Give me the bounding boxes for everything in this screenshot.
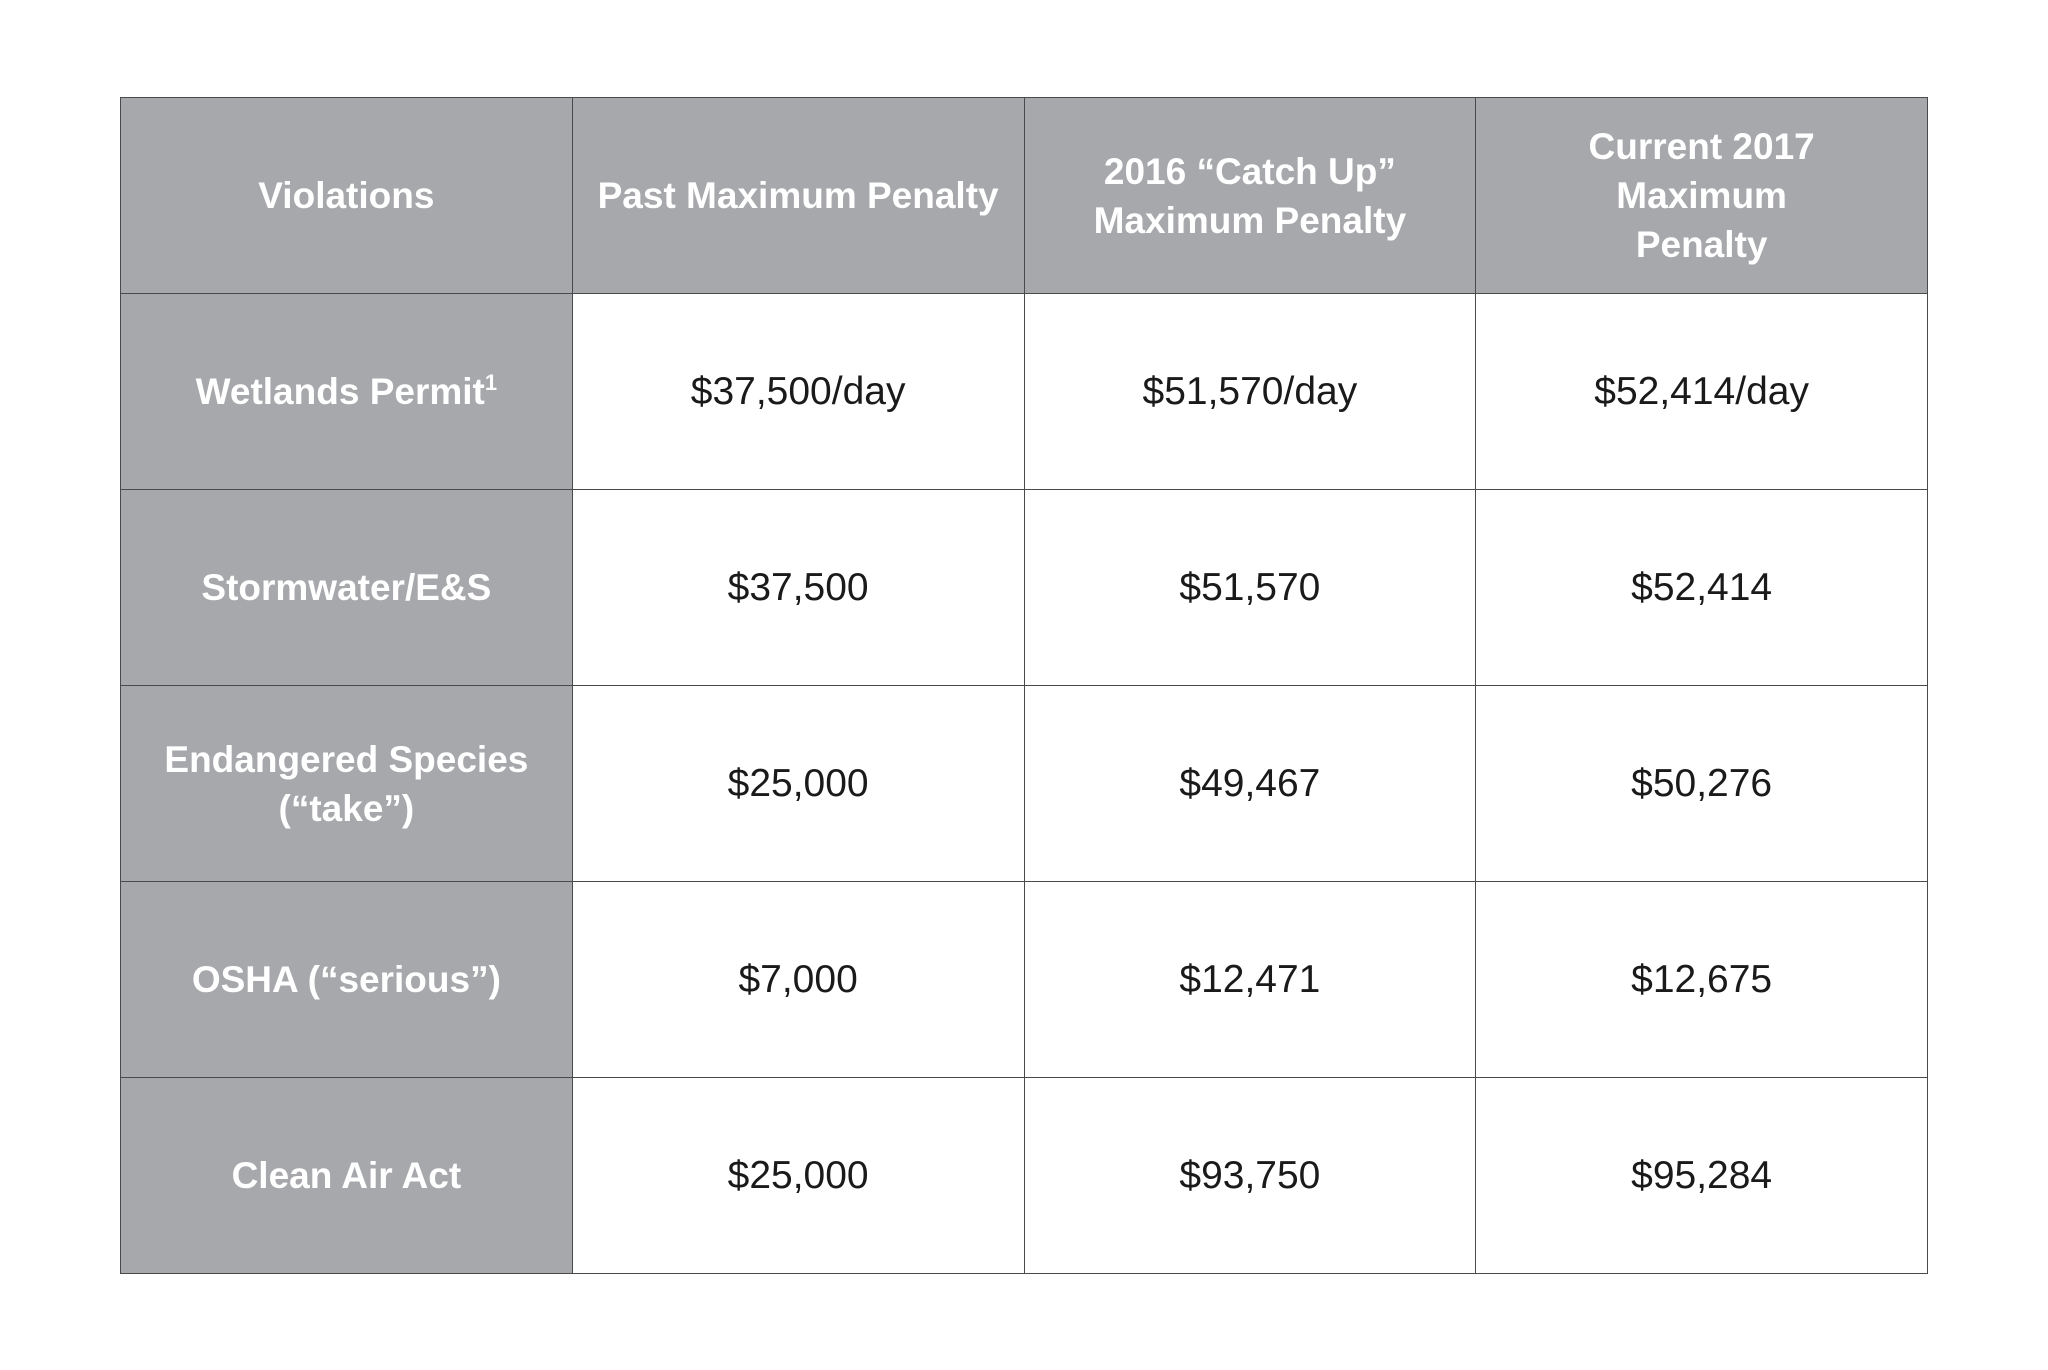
violation-label: OSHA (“serious”) — [191, 959, 501, 1000]
table-row — [121, 294, 1928, 490]
current-2017-penalty-cell: $12,675 — [1476, 882, 1928, 1078]
column-header-violations — [121, 98, 573, 294]
past-penalty-cell: $37,500/day — [572, 294, 1024, 490]
catch-up-2016-penalty-cell: $93,750 — [1024, 1078, 1476, 1274]
catch-up-2016-penalty-cell: $12,471 — [1024, 882, 1476, 1078]
violation-label: Clean Air Act — [231, 1155, 462, 1196]
past-penalty-cell: $25,000 — [572, 686, 1024, 882]
current-2017-penalty-cell: $50,276 — [1476, 686, 1928, 882]
current-2017-penalty-cell: $52,414 — [1476, 490, 1928, 686]
column-header-current-2017-maximum-penalty — [1476, 98, 1928, 294]
column-header-past-maximum-penalty — [572, 98, 1024, 294]
column-header-line: 2016 “Catch Up” — [1103, 150, 1396, 192]
violation-cell-endangered-species — [121, 686, 573, 882]
violation-cell-clean-air-act — [121, 1078, 573, 1274]
catch-up-2016-penalty-cell: $49,467 — [1024, 686, 1476, 882]
violation-label: Wetlands Permit — [195, 371, 485, 412]
violation-label: Stormwater/E&S — [201, 567, 492, 608]
table-header — [121, 98, 1928, 294]
past-penalty-cell: $25,000 — [572, 1078, 1024, 1274]
column-header-line: Maximum Penalty — [1093, 199, 1407, 241]
violation-label: (“take”) — [278, 787, 415, 829]
current-2017-penalty-cell: $52,414/day — [1476, 294, 1928, 490]
column-header-line: Current 2017 — [1588, 126, 1815, 167]
catch-up-2016-penalty-cell: $51,570/day — [1024, 294, 1476, 490]
violation-label: Endangered Species — [164, 738, 529, 780]
column-header-2016-catch-up-maximum-penalty — [1024, 98, 1476, 294]
footnote-marker: 1 — [484, 370, 498, 395]
table-body — [121, 294, 1928, 1274]
table-row — [121, 686, 1928, 882]
column-header-line: Violations — [258, 175, 435, 216]
past-penalty-cell: $7,000 — [572, 882, 1024, 1078]
table-row — [121, 490, 1928, 686]
current-2017-penalty-cell: $95,284 — [1476, 1078, 1928, 1274]
table-row — [121, 1078, 1928, 1274]
column-header-line: Past Maximum Penalty — [597, 175, 999, 216]
violation-cell-stormwater — [121, 490, 573, 686]
column-header-line: Maximum — [1616, 175, 1787, 216]
table-row — [121, 882, 1928, 1078]
header-row — [121, 98, 1928, 294]
violation-cell-wetlands-permit — [121, 294, 573, 490]
penalty-comparison-table — [120, 97, 1928, 1274]
past-penalty-cell: $37,500 — [572, 490, 1024, 686]
catch-up-2016-penalty-cell: $51,570 — [1024, 490, 1476, 686]
column-header-line: Penalty — [1635, 224, 1768, 265]
violation-cell-osha — [121, 882, 573, 1078]
